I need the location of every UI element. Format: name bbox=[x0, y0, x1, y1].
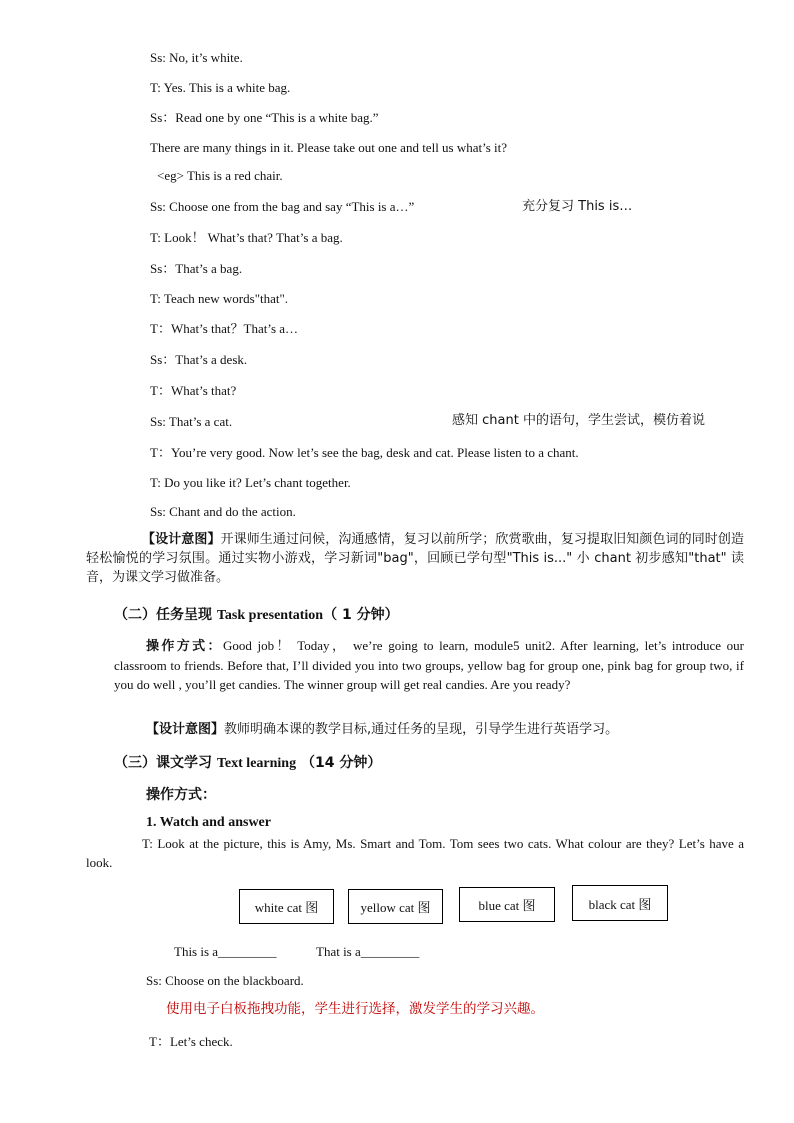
dialogue-line: T: Do you like it? Let’s chant together. bbox=[150, 475, 351, 490]
picture-box-black-cat: black cat 图 bbox=[572, 885, 668, 921]
dialogue-line: Ss: Choose on the blackboard. bbox=[146, 973, 304, 988]
picture-box-blue-cat: blue cat 图 bbox=[459, 887, 555, 922]
design-intent-text: 开课师生通过问候，沟通感情，复习以前所学；欣赏歌曲，复习提取旧知颜色词的同时创造轻松愉悦的学习氛围。通过实物小游戏，学习新词"bag"，回顾已学句型"This is..." 小 chant 初步感知"that" 读音，为课文学习做准备。 bbox=[86, 532, 744, 585]
design-intent-paragraph bbox=[114, 720, 754, 739]
dialogue-line: Ss: That’s a cat. bbox=[150, 414, 233, 429]
method-text: Good job！ Today， we’re going to learn, module5 unit2. After learning, let’s introduce our classroom to friends. Before that, I’ll divided you into two groups, yellow bag for group one, pink bag for group two, if you do well , you’ll get candies. The winner group will get real candies. Are you ready? bbox=[114, 638, 744, 692]
design-intent-label: 【设计意图】 bbox=[142, 532, 221, 547]
dialogue-line: T: Look！ What’s that? That’s a bag. bbox=[150, 230, 343, 245]
section-heading: （二）任务呈现 Task presentation（ 1 分钟） bbox=[114, 607, 399, 623]
method-label: 操作方式： bbox=[146, 639, 223, 654]
dialogue-line: <eg> This is a red chair. bbox=[157, 168, 283, 183]
section-heading: （三）课文学习 Text learning （14 分钟） bbox=[114, 755, 382, 771]
dialogue-line: T：What’s that? bbox=[150, 383, 237, 398]
margin-note: 充分复习 This is… bbox=[522, 199, 633, 214]
fill-in-blank: That is a_________ bbox=[316, 944, 420, 959]
subheading: 1. Watch and answer bbox=[146, 815, 271, 830]
instruction-paragraph: T: Look at the picture, this is Amy, Ms. Smart and Tom. Tom sees two cats. What colour are they? Let’s have a look. bbox=[86, 836, 744, 870]
design-intent-label: 【设计意图】 bbox=[146, 722, 225, 737]
dialogue-line: T：What’s that？That’s a… bbox=[150, 321, 299, 336]
dialogue-line: Ss：Read one by one “This is a white bag.” bbox=[150, 110, 379, 125]
dialogue-line: T: Teach new words"that". bbox=[150, 291, 289, 306]
design-intent-text: 教师明确本课的教学目标,通过任务的呈现，引导学生进行英语学习。 bbox=[224, 722, 619, 737]
method-label: 操作方式： bbox=[146, 787, 216, 803]
dialogue-line: There are many things in it. Please take out one and tell us what’s it? bbox=[150, 140, 508, 155]
dialogue-line: Ss: Choose one from the bag and say “This is a…” bbox=[150, 199, 415, 214]
picture-box-yellow-cat: yellow cat 图 bbox=[348, 889, 443, 924]
dialogue-line: T：You’re very good. Now let’s see the bag, desk and cat. Please listen to a chant. bbox=[150, 445, 579, 460]
teaching-note: 使用电子白板拖拽功能，学生进行选择，激发学生的学习兴趣。 bbox=[166, 1001, 544, 1017]
fill-in-blank: This is a_________ bbox=[174, 944, 277, 959]
design-intent-paragraph bbox=[86, 530, 744, 587]
dialogue-line: Ss: Chant and do the action. bbox=[150, 504, 296, 519]
dialogue-line: Ss: No, it’s white. bbox=[150, 50, 243, 65]
dialogue-line: Ss：That’s a desk. bbox=[150, 352, 248, 367]
dialogue-line: Ss：That’s a bag. bbox=[150, 261, 243, 276]
margin-note: 感知 chant 中的语句，学生尝试，模仿着说 bbox=[452, 413, 705, 428]
picture-box-white-cat: white cat 图 bbox=[239, 889, 334, 924]
dialogue-line: T: Yes. This is a white bag. bbox=[150, 80, 291, 95]
dialogue-line: T：Let’s check. bbox=[149, 1034, 233, 1049]
method-paragraph bbox=[114, 636, 744, 694]
